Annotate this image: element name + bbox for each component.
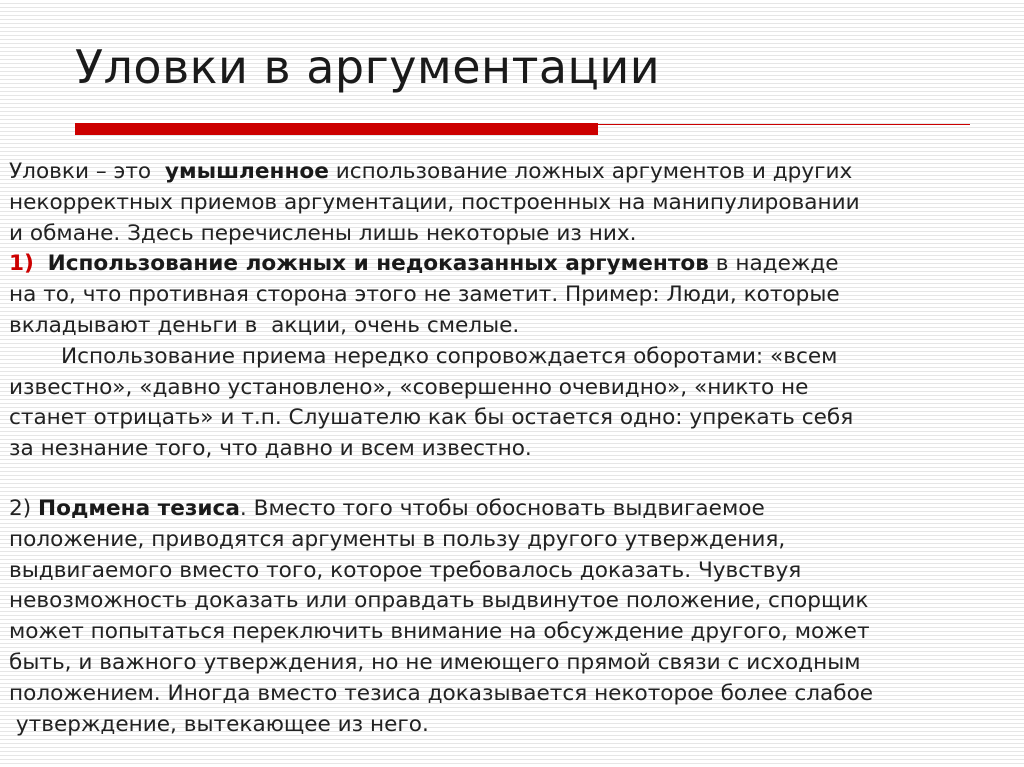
item1-para2-line: Использование приема нередко сопровождается оборотами: «всем (61, 343, 838, 369)
item1-line: на то, что противная сторона этого не заметит. Пример: Люди, которые (9, 282, 840, 308)
title-underline-rule (598, 124, 970, 125)
paragraph-gap (9, 465, 1017, 494)
item2-line: утверждение, вытекающее из него. (9, 711, 429, 737)
intro-lead: Уловки – это (9, 159, 165, 184)
item2-number: 2) (9, 495, 39, 521)
intro-bold-term: умышленное (164, 159, 329, 184)
item2-line: выдвигаемого вместо того, которое требовалось доказать. Чувствуя (9, 557, 802, 583)
item2-line (9, 494, 1017, 525)
slide-title: Уловки в аргументации (75, 40, 661, 94)
item2-line: положение, приводятся аргументы в пользу другого утверждения, (9, 526, 786, 552)
item1-line (9, 249, 1017, 280)
item1-para2-line: известно», «давно установлено», «совершенно очевидно», «никто не (9, 374, 809, 400)
item2-line: может попытаться переключить внимание на обсуждение другого, может (9, 619, 870, 645)
item2-line: положением. Иногда вместо тезиса доказывается некоторое более слабое (9, 680, 874, 706)
item1-para2-line: за незнание того, что давно и всем известно. (9, 436, 532, 462)
intro-line: и обмане. Здесь перечислены лишь некоторые из них. (9, 220, 637, 246)
item1-text: в надежде (708, 251, 839, 277)
item1-heading: Использование ложных и недоказанных аргументов (47, 251, 709, 277)
intro-text: использование ложных аргументов и других (328, 159, 853, 184)
item2-line: невозможность доказать или оправдать выдвинутое положение, спорщик (9, 588, 869, 614)
slide-body (9, 157, 1017, 740)
item2-heading: Подмена тезиса (38, 495, 240, 521)
item1-number: 1) (9, 251, 34, 277)
title-underline-accent (75, 123, 598, 135)
item1-line: вкладывают деньги в акции, очень смелые. (9, 312, 520, 338)
item2-line: быть, и важного утверждения, но не имеющего прямой связи с исходным (9, 649, 861, 675)
intro-line (9, 157, 1017, 188)
item1-para2-line: станет отрицать» и т.п. Слушателю как бы остается одно: упрекать себя (9, 405, 854, 431)
item2-text: . Вместо того чтобы обосновать выдвигаемое (239, 495, 765, 521)
intro-line: некорректных приемов аргументации, построенных на манипулировании (9, 189, 860, 215)
